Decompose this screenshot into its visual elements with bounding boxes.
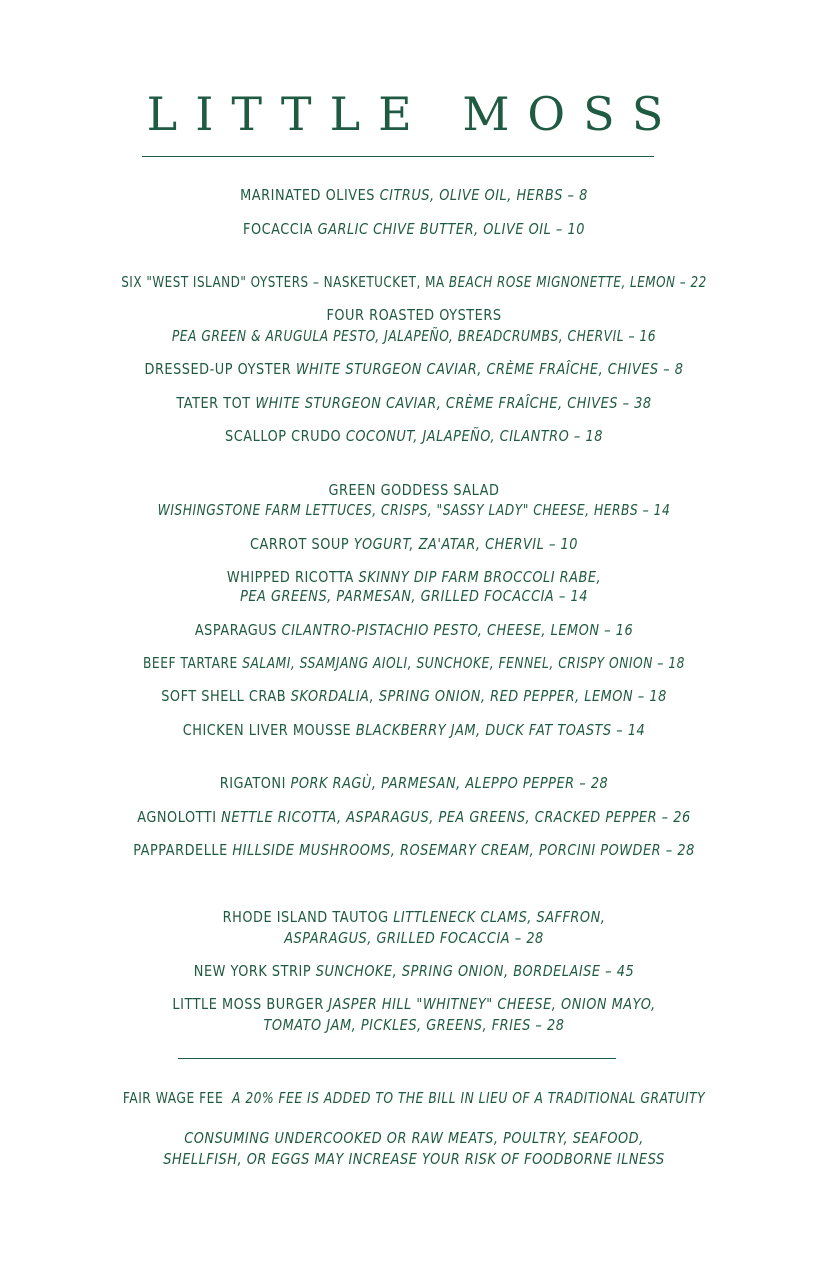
- item-name: FOCACCIA: [243, 220, 313, 238]
- item-name: TATER TOT: [176, 394, 251, 412]
- item-name: RIGATONI: [219, 774, 286, 792]
- item-description: PEA GREEN & ARUGULA PESTO, JALAPEÑO, BREADCRUMBS, CHERVIL – 16: [171, 327, 657, 345]
- item-description: CITRUS, OLIVE OIL, HERBS – 8: [379, 186, 588, 204]
- item-description: SKINNY DIP FARM BROCCOLI RABE,: [358, 568, 602, 586]
- menu-item-beef-tartare: [75, 653, 754, 673]
- item-name: RHODE ISLAND TAUTOG: [222, 908, 389, 926]
- menu-item-chicken-liver-mousse: [58, 720, 770, 740]
- item-description: LITTLENECK CLAMS, SAFFRON,: [393, 908, 606, 926]
- menu-item-new-york-strip: [58, 961, 770, 981]
- item-description: COCONUT, JALAPEÑO, CILANTRO – 18: [345, 427, 603, 445]
- item-name: CARROT SOUP: [250, 535, 350, 553]
- menu-item-little-moss-burger: [58, 994, 770, 1014]
- item-name: AGNOLOTTI: [137, 808, 217, 826]
- menu-item-green-goddess-salad: [58, 480, 770, 500]
- menu-item-marinated-olives: [58, 185, 770, 205]
- item-name: SCALLOP CRUDO: [225, 427, 342, 445]
- menu-item-green-goddess-salad-description: [75, 500, 754, 520]
- food-safety-warning-line-1: [58, 1128, 770, 1148]
- menu-item-whipped-ricotta: [58, 567, 770, 587]
- menu-item-rigatoni: [58, 773, 770, 793]
- menu-item-asparagus: [58, 620, 770, 640]
- item-description: SALAMI, SSAMJANG AIOLI, SUNCHOKE, FENNEL, CRISPY ONION – 18: [242, 654, 685, 672]
- item-description: SUNCHOKE, SPRING ONION, BORDELAISE – 45: [315, 962, 635, 980]
- item-description: WISHINGSTONE FARM LETTUCES, CRISPS, "SASSY LADY" CHEESE, HERBS – 14: [157, 501, 671, 519]
- menu-item-roasted-oysters: [58, 305, 770, 325]
- item-description: WHITE STURGEON CAVIAR, CRÈME FRAÎCHE, CHIVES – 38: [255, 394, 652, 412]
- menu-item-west-island-oysters: [83, 272, 745, 292]
- item-name: MARINATED OLIVES: [240, 186, 375, 204]
- fair-wage-fee-note: [75, 1088, 754, 1108]
- item-description-continued: TOMATO JAM, PICKLES, GREENS, FRIES – 28: [263, 1016, 565, 1034]
- item-description: PORK RAGÙ, PARMESAN, ALEPPO PEPPER – 28: [290, 774, 609, 792]
- item-description: HILLSIDE MUSHROOMS, ROSEMARY CREAM, PORCINI POWDER – 28: [232, 841, 695, 859]
- item-description: BLACKBERRY JAM, DUCK FAT TOASTS – 14: [355, 721, 646, 739]
- item-name: SIX "WEST ISLAND" OYSTERS – NASKETUCKET, MA: [121, 273, 445, 291]
- item-description-continued: ASPARAGUS, GRILLED FOCACCIA – 28: [284, 929, 544, 947]
- page-title: LITTLE MOSS: [146, 87, 682, 141]
- menu-item-soft-shell-crab: [58, 686, 770, 706]
- menu-item-tater-tot: [58, 393, 770, 413]
- item-description: NETTLE RICOTTA, ASPARAGUS, PEA GREENS, CRACKED PEPPER – 26: [221, 808, 691, 826]
- menu-item-dressed-up-oyster: [58, 359, 770, 379]
- menu-item-rhode-island-tautog: [58, 907, 770, 927]
- item-name: SOFT SHELL CRAB: [161, 687, 287, 705]
- item-description-continued: PEA GREENS, PARMESAN, GRILLED FOCACCIA – 14: [240, 587, 588, 605]
- item-name: CHICKEN LIVER MOUSSE: [182, 721, 352, 739]
- item-description: SKORDALIA, SPRING ONION, RED PEPPER, LEMON – 18: [290, 687, 667, 705]
- item-name: PAPPARDELLE: [133, 841, 228, 859]
- menu-item-rhode-island-tautog-description-continued: [58, 928, 770, 948]
- menu-item-whipped-ricotta-description-continued: [58, 586, 770, 606]
- item-name: GREEN GODDESS SALAD: [328, 481, 500, 499]
- item-description: CILANTRO-PISTACHIO PESTO, CHEESE, LEMON – 16: [281, 621, 634, 639]
- item-description: WHITE STURGEON CAVIAR, CRÈME FRAÎCHE, CHIVES – 8: [295, 360, 684, 378]
- menu-item-pappardelle: [58, 840, 770, 860]
- item-description: JASPER HILL "WHITNEY" CHEESE, ONION MAYO,: [328, 995, 656, 1013]
- menu-item-carrot-soup: [58, 534, 770, 554]
- item-name: WHIPPED RICOTTA: [226, 568, 354, 586]
- item-name: NEW YORK STRIP: [193, 962, 312, 980]
- footer-divider: [178, 1058, 616, 1059]
- item-description: GARLIC CHIVE BUTTER, OLIVE OIL – 10: [317, 220, 585, 238]
- menu-item-focaccia: [58, 219, 770, 239]
- menu-item-roasted-oysters-description: [75, 326, 754, 346]
- fee-label: FAIR WAGE FEE: [122, 1089, 224, 1107]
- title-divider: [142, 156, 654, 157]
- item-description: YOGURT, ZA'ATAR, CHERVIL – 10: [353, 535, 578, 553]
- menu-item-scallop-crudo: [58, 426, 770, 446]
- item-name: ASPARAGUS: [194, 621, 277, 639]
- item-name: DRESSED-UP OYSTER: [144, 360, 292, 378]
- food-safety-warning-line-2: [58, 1149, 770, 1169]
- fee-text: A 20% FEE IS ADDED TO THE BILL IN LIEU OF A TRADITIONAL GRATUITY: [232, 1089, 706, 1107]
- warning-text: CONSUMING UNDERCOOKED OR RAW MEATS, POULTRY, SEAFOOD,: [184, 1129, 644, 1147]
- item-name: FOUR ROASTED OYSTERS: [326, 306, 502, 324]
- item-description: BEACH ROSE MIGNONETTE, LEMON – 22: [448, 273, 707, 291]
- menu-item-little-moss-burger-description-continued: [58, 1015, 770, 1035]
- item-name: LITTLE MOSS BURGER: [172, 995, 324, 1013]
- item-name: BEEF TARTARE: [143, 654, 238, 672]
- warning-text: SHELLFISH, OR EGGS MAY INCREASE YOUR RISK OF FOODBORNE ILNESS: [163, 1150, 665, 1168]
- menu-item-agnolotti: [58, 807, 770, 827]
